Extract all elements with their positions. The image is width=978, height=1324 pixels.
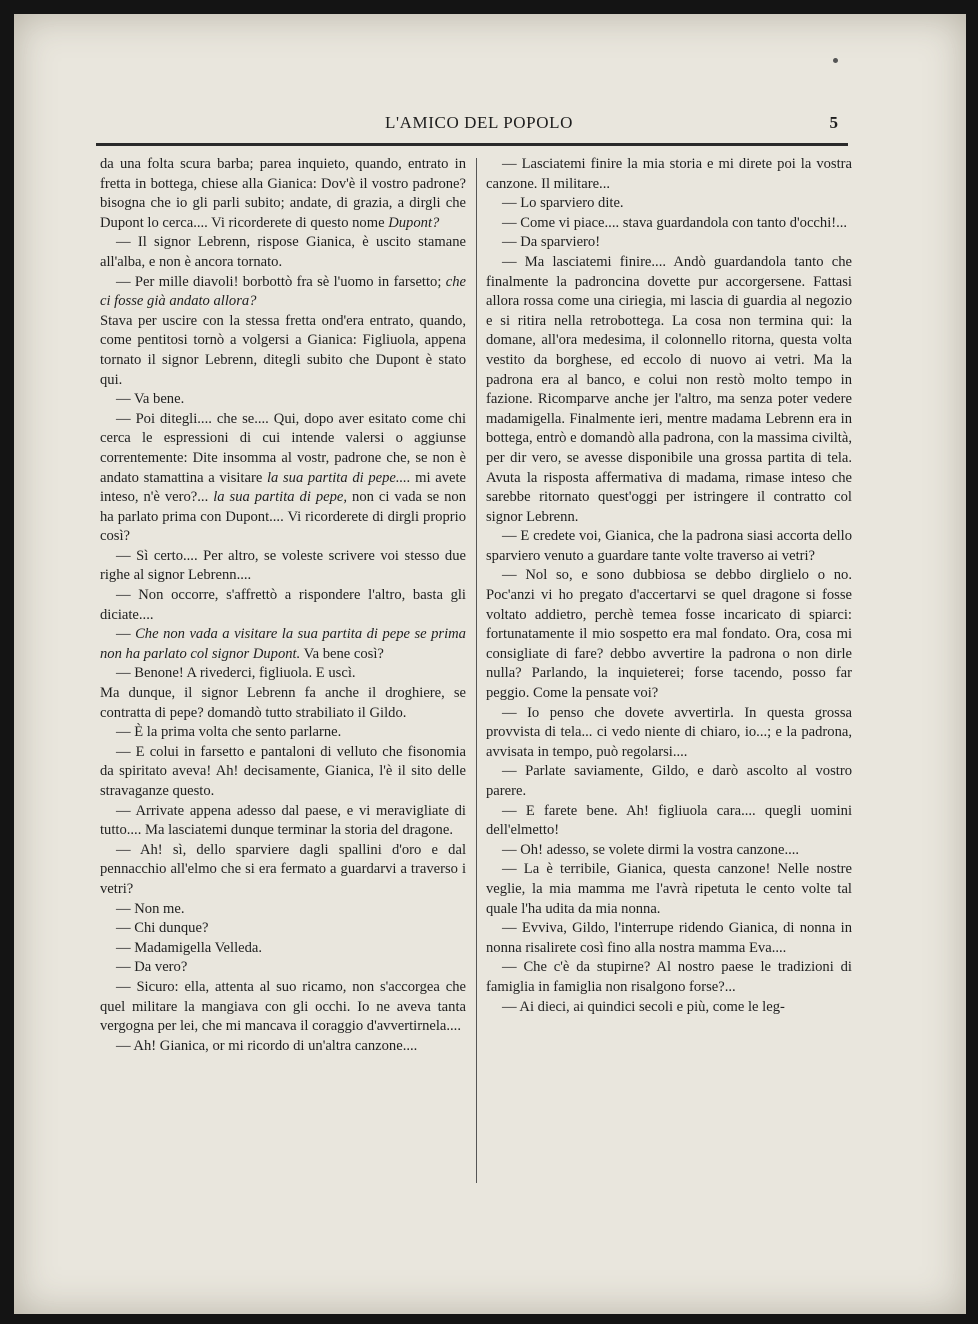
- paragraph: — Da vero?: [116, 959, 188, 976]
- paragraph: — Evviva, Gildo, l'interrupe ridendo Gianica, di nonna in nonna risalirete così fino alla nostra mamma Eva....: [486, 920, 852, 956]
- paragraph: [100, 273, 466, 312]
- paragraph: — Va bene.: [116, 391, 185, 408]
- paragraph: — Non occorre, s'affrettò a rispondere l'altro, basta gli diciate....: [100, 587, 466, 623]
- italic-text: che ci fosse già andato allora?: [100, 273, 466, 310]
- page-header: [94, 97, 864, 137]
- paragraph: — E colui in farsetto e pantaloni di velluto che fisonomia da spiritato aveva! Ah! decisamente, Gianica, l'è il sito delle stravaganze questo.: [100, 743, 466, 799]
- italic-text: Dupont?: [388, 214, 440, 231]
- ink-spot: [833, 58, 838, 63]
- paragraph: — E credete voi, Gianica, che la padrona siasi accorta dello sparviero venuto a guardare tante volte traverso ai vetri?: [486, 528, 852, 564]
- paragraph: — Benone! A rivederci, figliuola. E uscì.: [116, 665, 356, 682]
- paragraph: — Oh! adesso, se volete dirmi la vostra canzone....: [502, 841, 800, 858]
- paragraph: — E farete bene. Ah! figliuola cara.... quegli uomini dell'elmetto!: [486, 802, 852, 839]
- paragraph: — Ai dieci, ai quindici secoli e più, come le leg-: [502, 998, 785, 1015]
- paragraph: — Non me.: [116, 900, 185, 917]
- paragraph-text: da una folta scura barba; parea inquieto, quando, entrato in fretta in bottega, chiese alla Gianica: Dov'è il vostro padrone? bisogna che io gli parli subito; andate, di grazia, a dirgli che Dupont lo cerca.... Vi ricorderete di questo nome: [100, 156, 466, 231]
- paragraph: — Lasciatemi finire la mia storia e mi direte poi la vostra canzone. Il militare...: [486, 156, 852, 192]
- paragraph: — È la prima volta che sento parlarne.: [116, 724, 342, 741]
- paragraph: Ma dunque, il signor Lebrenn fa anche il droghiere, se contratta di pepe? domandò tutto strabiliato il Gildo.: [100, 685, 466, 721]
- paragraph: — Lo sparviero dite.: [502, 195, 624, 212]
- paragraph-text: non ci vada se non ha parlato prima con Dupont.... Vi ricorderete di dirgli proprio così?: [100, 489, 466, 545]
- italic-text: la sua partita di pepe....: [266, 469, 411, 486]
- paragraph: — Nol so, e sono dubbiosa se debbo dirglielo o no. Poc'anzi vi ho pregato d'accertarvi se quel dragone si fosse voltato addietro, perchè temea fosse incaricato di spiarci: fortunatamente il mio sospetto era mal fondato. Ora, cosa mi consigliate di fare? debbo avvertire la padrona o non dirle nulla? Parlando, la inquieterei; forse tacendo, posso far peggio. Come la pensate voi?: [486, 567, 852, 702]
- paragraph: — La è terribile, Gianica, questa canzone! Nelle nostre veglie, la mia mamma me l'avrà ripetuta le cento volte tal quale l'ha udita da mia nonna.: [486, 861, 852, 917]
- page-number: 5: [829, 113, 838, 132]
- paragraph: — Io penso che dovete avvertirla. In questa grossa provvista di tela... ci vedo niente di chiaro, io...; e la padrona, avvisata in tempo, può regolarsi....: [486, 704, 852, 760]
- paragraph: [100, 625, 466, 664]
- paragraph: — Da sparviero!: [502, 234, 601, 251]
- paragraph: [100, 410, 466, 547]
- paragraph: Stava per uscire con la stessa fretta ond'era entrato, quando, come pentitosi tornò a volgersi a Gianica: Figliuola, appena tornato il signor Lebrenn, ditegli subito che Dupont è stato qui.: [100, 312, 466, 388]
- italic-text: Che non vada a visitare la sua partita di pepe se prima non ha parlato col signor Dupont.: [100, 626, 466, 662]
- italic-text: la sua partita di pepe,: [213, 489, 348, 506]
- paragraph: — Madamigella Velleda.: [116, 939, 263, 956]
- paragraph: — Come vi piace.... stava guardandola con tanto d'occhi!...: [502, 214, 848, 231]
- paragraph-text: — Poi ditegli.... che se.... Qui, dopo aver esitato come chi cerca le espressioni di cui intende valersi o aggiunse correntemente: Dite insomma al vostr, padrone che, se non è andato stamattina a visitare: [100, 410, 466, 486]
- left-column: [100, 155, 466, 1056]
- paragraph: — Che c'è da stupirne? Al nostro paese le tradizioni di famiglia in famiglia non risalgono forse?...: [486, 959, 852, 995]
- paragraph: [100, 155, 466, 233]
- paragraph-text: Va bene così?: [300, 645, 384, 662]
- newspaper-title: L'AMICO DEL POPOLO: [385, 113, 573, 132]
- paragraph: — Il signor Lebrenn, rispose Gianica, è uscito stamane all'alba, e non è ancora tornato.: [100, 234, 466, 270]
- paragraph: — Sì certo.... Per altro, se voleste scrivere voi stesso due righe al signor Lebrenn....: [100, 547, 466, 584]
- paragraph-text: mi avete inteso, n'è vero?...: [100, 469, 466, 506]
- paragraph-text: — Per mille diavoli! borbottò fra sè l'uomo in farsetto;: [116, 273, 446, 290]
- right-column: [486, 155, 852, 1017]
- header-rule: [96, 143, 848, 146]
- paragraph-text: —: [116, 626, 136, 643]
- paragraph: — Ah! Gianica, or mi ricordo di un'altra canzone....: [116, 1037, 418, 1054]
- paragraph: — Sicuro: ella, attenta al suo ricamo, non s'accorgea che quel militare la mangiava con gli occhi. Io ne aveva tanta vergogna per lei, che mi mancava il coraggio d'avvertirnela....: [100, 978, 466, 1035]
- paragraph: — Parlate saviamente, Gildo, e darò ascolto al vostro parere.: [486, 763, 852, 799]
- paragraph: — Chi dunque?: [116, 920, 209, 937]
- paragraph: — Arrivate appena adesso dal paese, e vi meravigliate di tutto.... Ma lasciatemi dunque terminar la storia del dragone.: [100, 802, 466, 839]
- column-divider: [476, 158, 477, 1183]
- paragraph: — Ma lasciatemi finire.... Andò guardandola tanto che finalmente la padroncina dovette pur accorgersene. Fattasi allora rossa come una ciriegia, mi lascia di guardia al negozio e si ritira nella retrobottega. La cosa non termina qui: la domane, all'ora medesima, il colonnello ritorna, questa volta vestito da borghese, ed eccolo di nuovo ai vetri. Ma la padrona era al banco, e colui non restò molto tempo in fazione. Ricomparve anche jer l'altro, ma senza poter vedere madamigella. Finalmente ieri, mentre madama Lebrenn era in bottega, entrò e domandò alla padrona, con la massima civiltà, per dir vero, se avesse disponibile una grossa partita di tela. Avuta la risposta affermativa di madama, rimase inteso che sarebbe ritornato quest'oggi per istringere il contratto col signor Lebrenn.: [486, 253, 852, 525]
- paragraph: — Ah! sì, dello sparviere dagli spallini d'oro e dal pennacchio all'elmo che si era fermato a guardarvi a traverso i vetri?: [100, 841, 466, 897]
